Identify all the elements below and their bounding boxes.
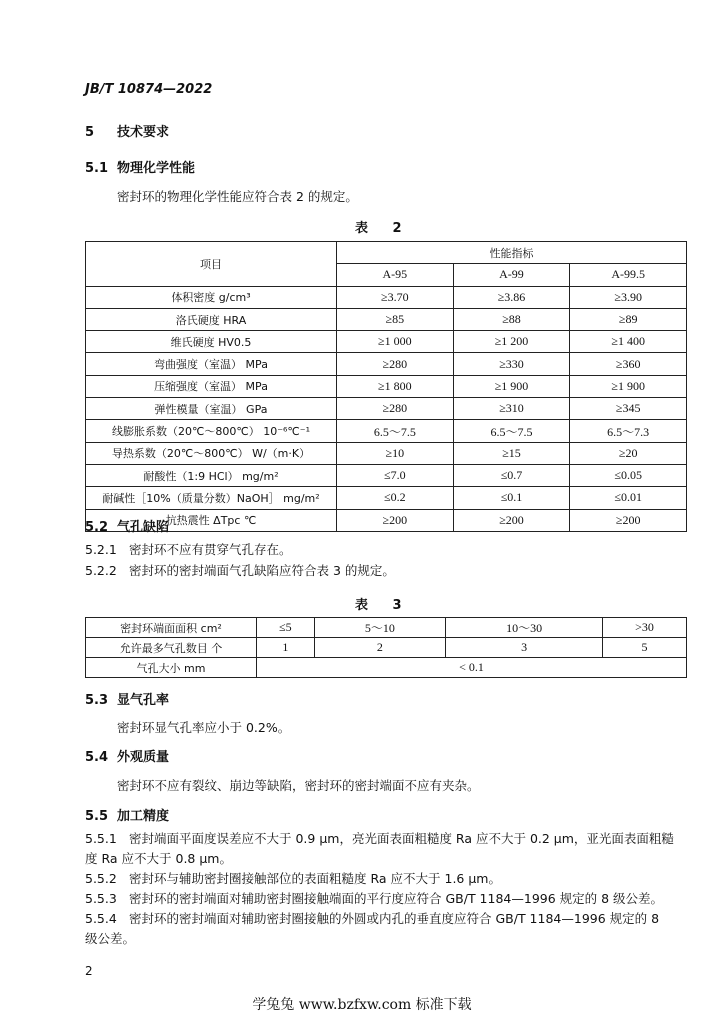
- table-row: [86, 308, 687, 330]
- cell-value: ≥89: [570, 308, 687, 330]
- cell-value: ≥3.90: [570, 286, 687, 308]
- row-label: 线膨胀系数（20℃～800℃） 10⁻⁶℃⁻¹: [86, 420, 337, 442]
- cell-value: ≥1 400: [570, 331, 687, 353]
- section-title: 气孔缺陷: [117, 520, 170, 535]
- cell-value: 6.5～7.3: [570, 420, 687, 442]
- table-row: [86, 509, 687, 531]
- cell-value: ≥1 900: [570, 375, 687, 397]
- row-label: 导热系数（20℃～800℃） W/（m·K）: [86, 442, 337, 464]
- clause-number: 5.5.4: [85, 911, 117, 926]
- footer-watermark: 学兔兔 www.bzfxw.com 标准下载: [252, 997, 472, 1013]
- table-row: [86, 658, 687, 678]
- cell-value: ≤0.01: [570, 487, 687, 509]
- row-label: 抗热震性 ΔTpc ℃: [86, 509, 337, 531]
- cell-value: ≥360: [570, 353, 687, 375]
- cell-value: 3: [446, 638, 603, 658]
- row-label: 耐酸性（1:9 HCl） mg/m²: [86, 464, 337, 486]
- section-5-heading: [85, 121, 169, 140]
- table-2: [85, 241, 687, 532]
- cell-value: ≥85: [337, 308, 454, 330]
- clause-number: 5.5.3: [85, 891, 117, 906]
- section-title: 加工精度: [117, 809, 170, 824]
- cell-value: ≥280: [337, 398, 454, 420]
- row-label: 体积密度 g/cm³: [86, 286, 337, 308]
- section-5-3-heading: [85, 689, 169, 708]
- cell-value: < 0.1: [257, 658, 687, 678]
- section-title: 物理化学性能: [117, 161, 196, 176]
- cell-value: 6.5～7.5: [337, 420, 454, 442]
- cell-value: ≥15: [453, 442, 570, 464]
- clause-5-2-1: [85, 540, 690, 560]
- grade-header: A-95: [337, 264, 454, 286]
- table-row: [86, 353, 687, 375]
- cell-value: ≥345: [570, 398, 687, 420]
- clause-number: 5.5.1: [85, 831, 117, 846]
- table-3-caption: 表 3: [355, 598, 412, 613]
- section-number: 5.1: [85, 161, 109, 176]
- table-row: [86, 638, 687, 658]
- cell-value: ≥200: [453, 509, 570, 531]
- section-5-1-heading: [85, 157, 195, 176]
- cell-value: 2: [314, 638, 446, 658]
- clause-5-2-2: [85, 561, 690, 581]
- clause-5-5-3: [85, 889, 690, 909]
- clause-text: 密封环的密封端面气孔缺陷应符合表 3 的规定。: [129, 563, 395, 578]
- row-label: 洛氏硬度 HRA: [86, 308, 337, 330]
- cell-value: ≤0.2: [337, 487, 454, 509]
- grade-header: A-99: [453, 264, 570, 286]
- section-title: 技术要求: [117, 125, 170, 140]
- cell-value: ≥10: [337, 442, 454, 464]
- clause-text: 密封环的密封端面对辅助密封圈接触端面的平行度应符合 GB/T 1184—1996 规定的 8 级公差。: [129, 891, 664, 906]
- clause-number: 5.5.2: [85, 871, 117, 886]
- section-title: 显气孔率: [117, 693, 170, 708]
- section-5-5-heading: [85, 805, 169, 824]
- clause-text: 密封环与辅助密封圈接触部位的表面粗糙度 Ra 应不大于 1.6 μm。: [129, 871, 501, 886]
- page-number: 2: [85, 964, 93, 978]
- table-row: [86, 618, 687, 638]
- row-label: 允许最多气孔数目 个: [86, 638, 257, 658]
- cell-value: ≥88: [453, 308, 570, 330]
- row-label: 维氏硬度 HV0.5: [86, 331, 337, 353]
- clause-number: 5.2.1: [85, 542, 117, 557]
- col-header-item: 项目: [86, 242, 337, 287]
- cell-value: ≤7.0: [337, 464, 454, 486]
- cell-value: ≤5: [257, 618, 315, 638]
- cell-value: ≥1 200: [453, 331, 570, 353]
- row-label: 耐碱性［10%（质量分数）NaOH］ mg/m²: [86, 487, 337, 509]
- clause-5-5-4: [85, 909, 690, 949]
- section-number: 5.3: [85, 693, 109, 708]
- clause-5-5-2: [85, 869, 690, 889]
- section-5-1-text: 密封环的物理化学性能应符合表 2 的规定。: [117, 189, 358, 204]
- cell-value: 1: [257, 638, 315, 658]
- cell-value: ≥280: [337, 353, 454, 375]
- cell-value: ≥20: [570, 442, 687, 464]
- table-row: [86, 375, 687, 397]
- cell-value: ≥1 000: [337, 331, 454, 353]
- standard-number: JB/T 10874—2022: [85, 82, 213, 97]
- clause-text-continued: 级公差。: [85, 931, 136, 946]
- table-2-caption: 表 2: [355, 221, 412, 236]
- section-5-2-heading: [85, 516, 169, 535]
- cell-value: 5～10: [314, 618, 446, 638]
- cell-value: ≥330: [453, 353, 570, 375]
- cell-value: ≥200: [570, 509, 687, 531]
- section-5-4-heading: [85, 746, 169, 765]
- row-label: 气孔大小 mm: [86, 658, 257, 678]
- cell-value: ≥3.70: [337, 286, 454, 308]
- cell-value: ≥1 800: [337, 375, 454, 397]
- table-row: [86, 398, 687, 420]
- clause-text: 密封环的密封端面对辅助密封圈接触的外圆或内孔的垂直度应符合 GB/T 1184—1996 规定的 8: [129, 911, 660, 926]
- section-5-4-text: 密封环不应有裂纹、崩边等缺陷，密封环的密封端面不应有夹杂。: [117, 778, 480, 793]
- col-header-group: 性能指标: [337, 242, 687, 264]
- cell-value: ≥200: [337, 509, 454, 531]
- cell-value: ≤0.05: [570, 464, 687, 486]
- table-row: [86, 487, 687, 509]
- table-row: [86, 286, 687, 308]
- row-label: 弹性模量（室温） GPa: [86, 398, 337, 420]
- clause-text: 密封端面平面度误差应不大于 0.9 μm，亮光面表面粗糙度 Ra 应不大于 0.2 μm，亚光面表面粗糙: [129, 831, 674, 846]
- clause-5-5-1: [85, 829, 690, 869]
- row-label: 压缩强度（室温） MPa: [86, 375, 337, 397]
- section-number: 5: [85, 125, 95, 140]
- table-row: [86, 420, 687, 442]
- table-row: [86, 331, 687, 353]
- row-label: 密封环端面面积 cm²: [86, 618, 257, 638]
- cell-value: 6.5～7.5: [453, 420, 570, 442]
- clause-text: 密封环不应有贯穿气孔存在。: [129, 542, 292, 557]
- cell-value: ≤0.1: [453, 487, 570, 509]
- cell-value: ≥310: [453, 398, 570, 420]
- cell-value: ≥3.86: [453, 286, 570, 308]
- clause-number: 5.2.2: [85, 563, 117, 578]
- cell-value: 10～30: [446, 618, 603, 638]
- section-title: 外观质量: [117, 750, 170, 765]
- cell-value: ≤0.7: [453, 464, 570, 486]
- section-number: 5.2: [85, 520, 109, 535]
- table-row: [86, 464, 687, 486]
- table-row: [86, 442, 687, 464]
- cell-value: ≥1 900: [453, 375, 570, 397]
- grade-header: A-99.5: [570, 264, 687, 286]
- cell-value: >30: [603, 618, 687, 638]
- row-label: 弯曲强度（室温） MPa: [86, 353, 337, 375]
- cell-value: 5: [603, 638, 687, 658]
- section-number: 5.5: [85, 809, 109, 824]
- table-3: [85, 617, 687, 678]
- section-5-3-text: 密封环显气孔率应小于 0.2%。: [117, 720, 291, 735]
- section-number: 5.4: [85, 750, 109, 765]
- clause-text-continued: 度 Ra 应不大于 0.8 μm。: [85, 851, 232, 866]
